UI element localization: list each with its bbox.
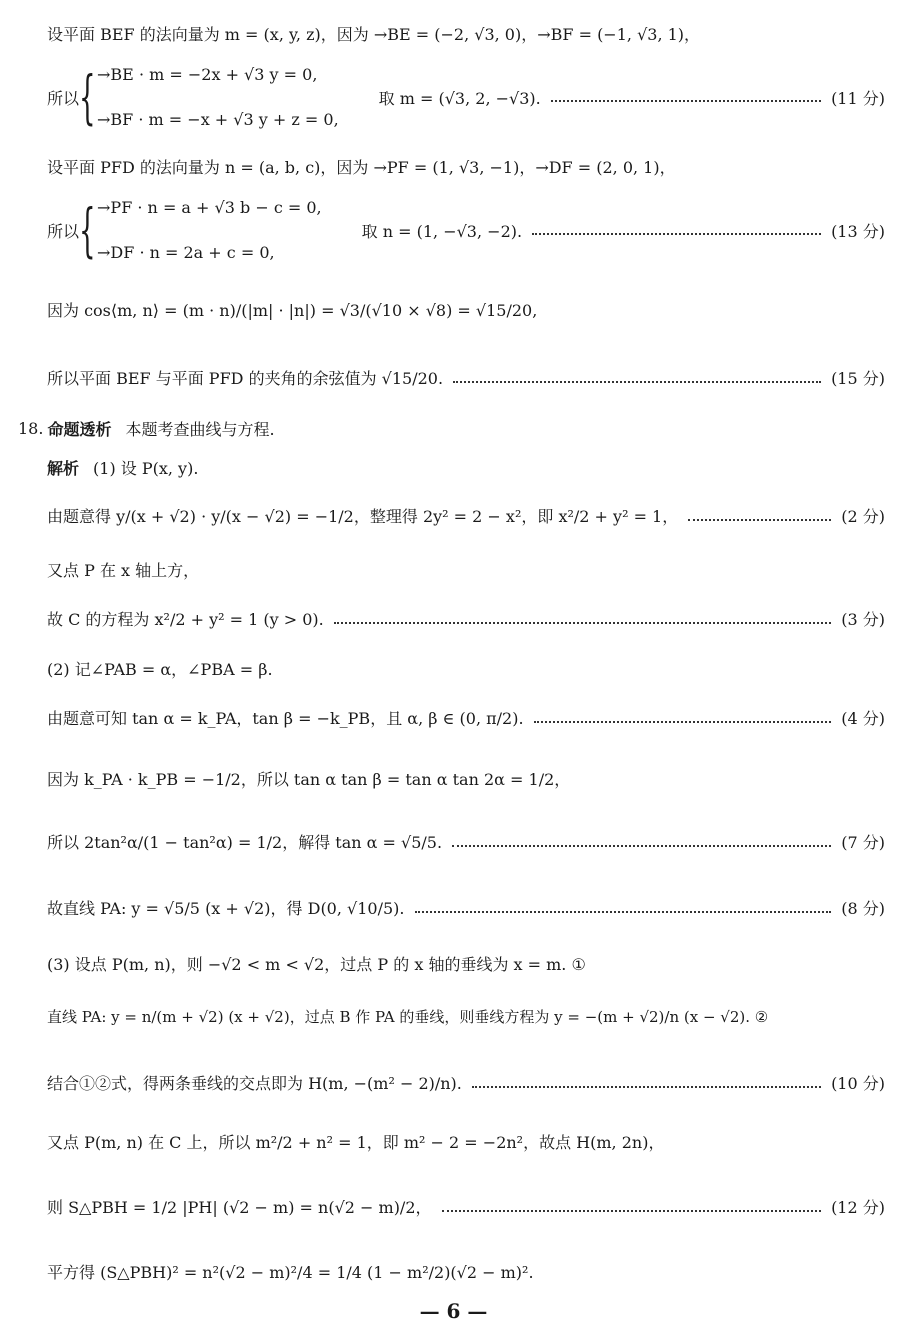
text-content: 因为 cos⟨m, n⟩ = (m · n)/(|m| · |n|) = √3/(√10 × √8) = √15/20, xyxy=(47,301,538,320)
question-number: 18. xyxy=(18,419,44,438)
score-label: (8 分) xyxy=(841,899,885,918)
score-label: (7 分) xyxy=(841,833,885,852)
text-content: 设平面 BEF 的法向量为 m = (x, y, z)，因为 →BE = (−2, √3, 0)，→BF = (−1, √3, 1)， xyxy=(47,25,701,44)
text-content: 因为 k_PA · k_PB = −1/2，所以 tan α tan β = tan α tan 2α = 1/2， xyxy=(47,770,571,789)
score-label: (12 分) xyxy=(831,1198,885,1217)
text-line xyxy=(47,1260,885,1283)
system-equations xyxy=(97,65,339,129)
text-line xyxy=(47,896,885,919)
dot-leader xyxy=(532,233,821,235)
text-line xyxy=(47,607,885,630)
section-label: 解析 xyxy=(47,459,80,478)
text-line xyxy=(47,366,885,389)
text-line xyxy=(47,456,885,479)
text-content: 直线 PA: y = n/(m + √2) (x + √2)，过点 B 作 PA 的垂线，则垂线方程为 y = −(m + √2)/n (x − √2). ② xyxy=(47,1008,769,1026)
text-content: 则 S△PBH = 1/2 |PH| (√2 − m) = n(√2 − m)/2， xyxy=(47,1198,432,1217)
text-content: 故 C 的方程为 x²/2 + y² = 1 (y > 0). xyxy=(47,610,324,629)
system-equation: →BF · m = −x + √3 y + z = 0, xyxy=(97,110,339,129)
dot-leader xyxy=(472,1086,821,1088)
text-line xyxy=(47,952,885,975)
system-equation: →PF · n = a + √3 b − c = 0, xyxy=(97,198,322,217)
text-line xyxy=(47,1006,885,1027)
dot-leader xyxy=(452,845,831,847)
dot-leader xyxy=(334,622,831,624)
left-brace-icon: { xyxy=(79,63,96,131)
text-line xyxy=(47,657,885,680)
dot-leader xyxy=(442,1210,822,1212)
dot-leader xyxy=(688,519,831,521)
text-content: 结合①②式，得两条垂线的交点即为 H(m, −(m² − 2)/n). xyxy=(47,1074,462,1093)
dot-leader xyxy=(534,721,832,723)
question-header xyxy=(18,417,885,440)
text-line xyxy=(47,706,885,729)
text-line xyxy=(47,767,885,790)
text-line xyxy=(47,504,885,527)
score-label: (3 分) xyxy=(841,610,885,629)
score-label: (2 分) xyxy=(841,507,885,526)
score-label: (11 分) xyxy=(831,88,885,108)
dot-leader xyxy=(453,381,821,383)
text-content: 设平面 PFD 的法向量为 n = (a, b, c)，因为 →PF = (1, √3, −1)，→DF = (2, 0, 1)， xyxy=(47,158,676,177)
equation-system xyxy=(47,195,885,265)
score-label: (15 分) xyxy=(831,369,885,388)
text-line xyxy=(47,1130,885,1153)
section-label: 命题透析 xyxy=(47,420,112,439)
text-content: 由题意得 y/(x + √2) · y/(x − √2) = −1/2，整理得 2y² = 2 − x²，即 x²/2 + y² = 1， xyxy=(47,507,679,526)
text-content: 又点 P 在 x 轴上方， xyxy=(47,561,200,580)
score-label: (10 分) xyxy=(831,1074,885,1093)
system-equations xyxy=(97,198,322,262)
text-content: 所以 2tan²α/(1 − tan²α) = 1/2，解得 tan α = √5/5. xyxy=(47,833,443,852)
text-content: (1) 设 P(x, y). xyxy=(93,459,199,478)
system-equation: →DF · n = 2a + c = 0, xyxy=(97,243,275,262)
text-content: 本题考查曲线与方程. xyxy=(125,420,275,439)
left-brace-icon: { xyxy=(79,196,96,264)
equation-system xyxy=(47,62,885,132)
text-line xyxy=(47,1195,885,1218)
system-result: 取 m = (√3, 2, −√3). xyxy=(378,88,541,108)
text-content: (2) 记∠PAB = α，∠PBA = β. xyxy=(47,660,273,679)
score-label: (4 分) xyxy=(841,709,885,728)
text-line xyxy=(47,22,885,45)
dot-leader xyxy=(415,911,832,913)
text-content: 故直线 PA: y = √5/5 (x + √2)，得 D(0, √10/5). xyxy=(47,899,405,918)
score-label: (13 分) xyxy=(831,221,885,241)
text-line xyxy=(47,155,885,178)
text-content: 由题意可知 tan α = k_PA，tan β = −k_PB，且 α, β ∈ (0, π/2). xyxy=(47,709,524,728)
system-lead: 所以 xyxy=(47,88,80,108)
text-line xyxy=(47,298,885,321)
page-number: — 6 — xyxy=(419,1299,488,1323)
text-content: 所以平面 BEF 与平面 PFD 的夹角的余弦值为 √15/20. xyxy=(47,369,444,388)
system-result: 取 n = (1, −√3, −2). xyxy=(361,221,523,241)
text-content: (3) 设点 P(m, n)，则 −√2 < m < √2，过点 P 的 x 轴的垂线为 x = m. ① xyxy=(47,955,586,974)
text-line xyxy=(47,830,885,853)
dot-leader xyxy=(551,100,821,102)
text-content: 又点 P(m, n) 在 C 上，所以 m²/2 + n² = 1，即 m² − 2 = −2n²，故点 H(m, 2n)， xyxy=(47,1133,665,1152)
text-content: 平方得 (S△PBH)² = n²(√2 − m)²/4 = 1/4 (1 − m²/2)(√2 − m)². xyxy=(47,1263,534,1282)
system-lead: 所以 xyxy=(47,221,80,241)
system-equation: →BE · m = −2x + √3 y = 0, xyxy=(97,65,318,84)
text-line xyxy=(47,1071,885,1094)
text-line xyxy=(47,558,885,581)
